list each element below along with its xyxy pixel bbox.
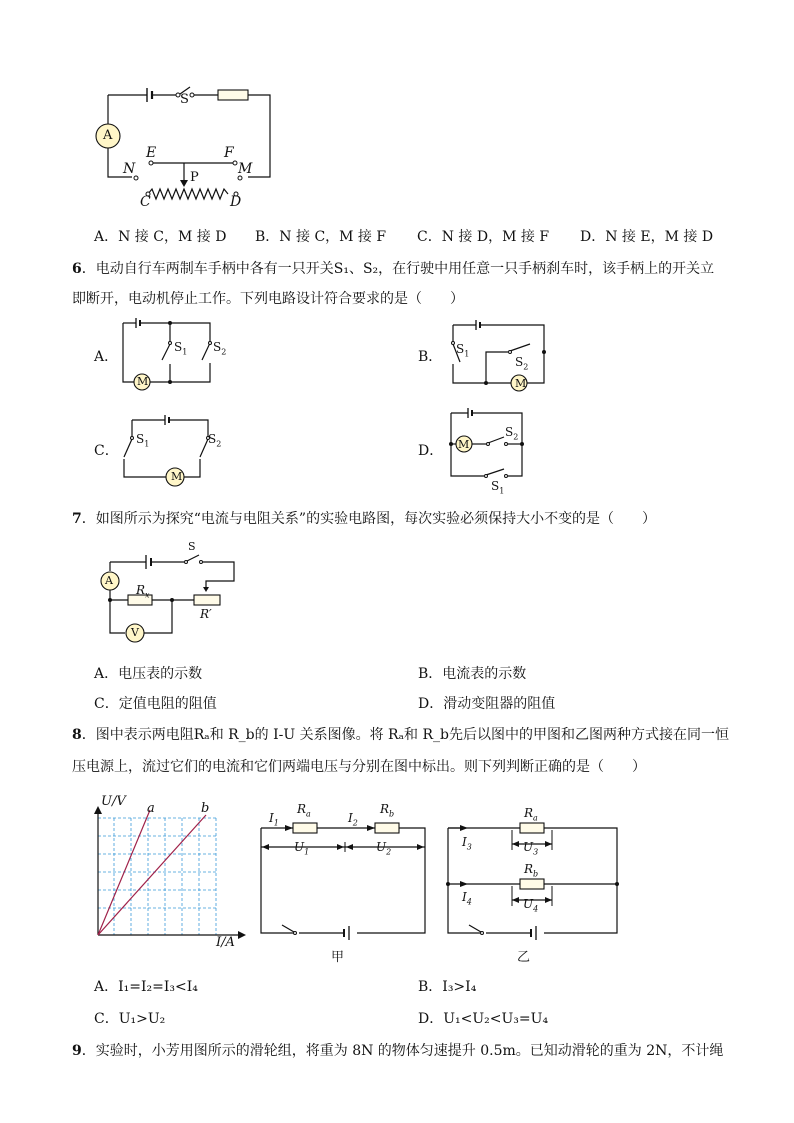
q5-option-c: C．N 接 D，M 接 F [417,229,550,245]
q8-line2-block [72,757,646,777]
q5-label-c: C [140,194,151,210]
q5-option-b: B．N 接 C，M 接 F [255,229,387,245]
q8-jia-rb-label: $R_b$ [380,802,395,819]
q5-option-d: D．N 接 E，M 接 D [580,229,714,245]
q6-option-c-label: C． [94,443,119,459]
q6-option-a-label: A． [94,349,119,365]
q8-line2: 压电源上，流过它们的电流和它们两端电压与分别在图中标出。则下列判断正确的是（ ） [72,759,646,775]
q5-label-n: N [123,161,136,177]
q6-a-s2-label: $S_2$ [213,340,227,357]
q6-circuit-a [118,318,218,388]
q7-circuit-diagram [96,548,246,648]
q7-option-b: B．电流表的示数 [418,666,527,682]
q6-a-motor-label: M [137,375,149,388]
q7-label-rprime: R′ [200,607,212,621]
q8-caption-yi: 乙 [517,950,531,965]
q6-number: 6 [72,261,82,277]
q5-label-s: S [180,92,189,107]
q7-label-s: S [188,540,196,553]
q6-stem: 6．电动自行车两制车手柄中各有一只开关S₁、S₂，在行驶中用任意一只手柄刹车时，该手柄上的开关立 [72,261,715,277]
q8-jia-i1-label: $I_1$ [269,811,279,828]
q8-option-d: D．U₁<U₂<U₃=U₄ [418,1011,549,1027]
q6-line2: 即断开，电动机停止工作。下列电路设计符合要求的是（ ） [72,291,464,307]
q6-c-motor-label: M [171,470,183,483]
q8-jia-i2-label: $I_2$ [348,811,358,828]
q9-text: 实验时，小芳用图所示的滑轮组，将重为 8N 的物体匀速提升 0.5m。已知动滑轮的重为 2N，不计绳 [95,1043,724,1059]
q6-b-s1-label: $S_1$ [456,342,470,359]
q6-d-s2-label: $S_2$ [505,425,519,442]
q8-yi-ra-label: $R_a$ [524,806,538,823]
q8-yi-i4-label: $I_4$ [462,890,472,907]
q8-graph-y-label: U/V [101,794,126,809]
q8-stem: 8．图中表示两电阻Rₐ和 R_b的 I-U 关系图像。将 Rₐ和 R_b先后以图中的甲图和乙图两种方式接在同一恒 [72,727,729,743]
q8-graph-grid [98,818,218,935]
q5-circuit-diagram [90,80,290,220]
q6-b-s2-label: $S_2$ [515,355,529,372]
q7-option-a: A．电压表的示数 [94,666,203,682]
q8-option-c: C．U₁>U₂ [94,1011,166,1027]
q8-yi-u4-label: $U_4$ [523,897,539,914]
q6-line2-block [72,289,464,309]
q8-iu-graph [90,800,250,950]
q6-d-s1-label: $S_1$ [491,479,505,496]
q7-option-d: D．滑动变阻器的阻值 [418,696,556,712]
q8-circuit-jia [255,820,435,945]
q8-option-b: B．I₃>I₄ [418,979,477,995]
q8-yi-i3-label: $I_3$ [462,835,472,852]
q5-label-p: P [190,170,199,185]
q8-line1: 图中表示两电阻Rₐ和 R_b的 I-U 关系图像。将 Rₐ和 R_b先后以图中的甲图和乙图两种方式接在同一恒 [95,727,729,743]
q5-label-e: E [146,145,157,161]
q7-label-voltmeter: V [131,626,139,639]
q8-jia-u1-label: $U_1$ [294,840,310,857]
q8-option-a: A．I₁=I₂=I₃<I₄ [94,979,198,995]
q6-c-s2-label: $S_2$ [208,432,222,449]
q6-option-d-label: D． [418,443,444,459]
q8-jia-ra-label: $R_a$ [297,802,311,819]
q6-option-b-label: B． [418,349,443,365]
q8-graph-line-a [98,810,150,935]
q6-a-s1-label: $S_1$ [174,340,188,357]
q5-label-f: F [224,145,234,161]
q7-option-c: C．定值电阻的阻值 [94,696,217,712]
q7-number: 7 [72,511,82,527]
q6-b-motor-label: M [515,377,527,390]
q6-d-motor-label: M [458,438,470,451]
q6-c-s1-label: $S_1$ [136,432,150,449]
q9-stem: 9．实验时，小芳用图所示的滑轮组，将重为 8N 的物体匀速提升 0.5m。已知动滑轮的重为 2N，不计绳 [72,1043,724,1059]
q7-text: 如图所示为探究“电流与电阻关系”的实验电路图，每次实验必须保持大小不变的是（ ） [95,511,657,527]
q7-label-rx: $R_x$ [136,583,150,600]
q5-label-d: D [230,194,242,210]
q7-stem: 7．如图所示为探究“电流与电阻关系”的实验电路图，每次实验必须保持大小不变的是（ ） [72,511,657,527]
q5-label-m: M [238,161,253,177]
q8-graph-a-label: a [147,801,155,816]
q8-number: 8 [72,727,82,743]
q8-yi-u3-label: $U_3$ [523,840,539,857]
q8-graph-b-label: b [201,801,210,816]
q6-line1: 电动自行车两制车手柄中各有一只开关S₁、S₂，在行驶中用任意一只手柄刹车时，该手柄上的开关立 [95,261,715,277]
q5-label-ammeter: A [103,128,113,143]
q5-option-a: A．N 接 C，M 接 D [94,229,227,245]
q8-jia-u2-label: $U_2$ [376,840,392,857]
q8-graph-x-label: I/A [216,935,235,950]
q7-label-ammeter: A [105,574,113,587]
q8-caption-jia: 甲 [331,950,345,965]
q9-number: 9 [72,1043,82,1059]
q8-yi-rb-label: $R_b$ [524,862,539,879]
